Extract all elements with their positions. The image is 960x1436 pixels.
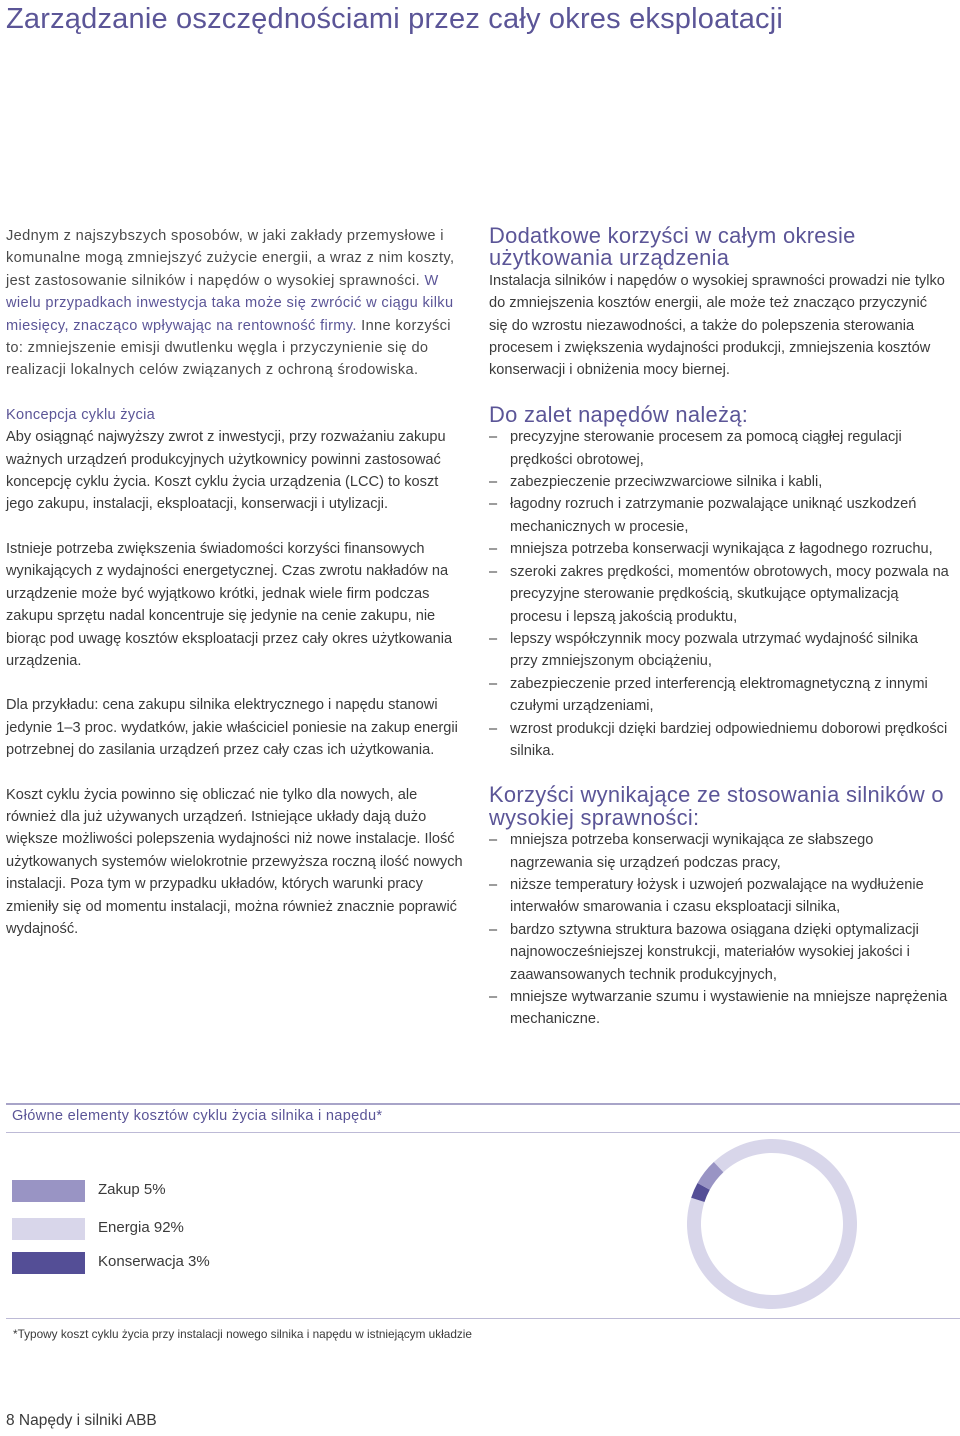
page-title: Zarządzanie oszczędnościami przez cały okres eksploatacji	[6, 3, 784, 35]
page-footer: 8 Napędy i silniki ABB	[6, 1412, 157, 1429]
list-item: – szeroki zakres prędkości, momentów obrotowych, mocy pozwala na precyzyjne sterowanie prędkością, skutkujące optymalizacją procesu i lepszą jakością produktu,	[489, 561, 949, 628]
lead-paragraph	[6, 225, 466, 382]
legend-swatch	[12, 1252, 85, 1274]
paragraph-existing: Koszt cyklu życia powinno się obliczać nie tylko dla nowych, ale również dla już używanych urządzeń. Istniejące układy dają dużo większe możliwości polepszenia wydajności niż nowe instalacje. Ilość użytkowanych systemów wielokrotnie przewyższa roczną ilość nowych instalacji. Poza tym w przypadku układów, których warunki pracy zmieniły się od momentu instalacji, można również znacznie poprawić wydajność.	[6, 786, 463, 937]
footnote: *Typowy koszt cyklu życia przy instalacji nowego silnika i napędu w istniejącym układzie	[13, 1327, 472, 1341]
heading-motor-benefits: Korzyści wynikające ze stosowania silników o wysokiej sprawności:	[489, 782, 944, 830]
list-item: – zabezpieczenie przed interferencją elektromagnetyczną z innymi czułymi urządzeniami,	[489, 673, 949, 718]
motor-benefits-list	[489, 829, 949, 1031]
list-item: – łagodny rozruch i zatrzymanie pozwalające uniknąć uszkodzeń mechanicznych w procesie,	[489, 493, 949, 538]
list-item: – wzrost produkcji dzięki bardziej odpowiedniemu doborowi prędkości silnika.	[489, 718, 949, 763]
list-item: – zabezpieczenie przeciwzwarciowe silnika i kabli,	[489, 471, 949, 493]
paragraph-installation: Instalacja silników i napędów o wysokiej sprawności prowadzi nie tylko do zmniejszenia kosztów energii, ale może też znacząco przyczynić się do wzrostu niezawodności, a także do polepszenia sterowania procesem i zwiększenia wydajności produkcji, zmniejszenia kosztów konserwacji i obniżenia mocy biernej.	[489, 272, 945, 379]
lead-text-c: Inne korzyści to: zmniejszenie emisji dwutlenku węgla i przyczynienie się do realizacji lokalnych celów związanych z ochroną środowiska.	[6, 317, 451, 379]
drive-advantages-list	[489, 426, 949, 762]
paragraph-awareness: Istnieje potrzeba zwiększenia świadomości korzyści finansowych wynikających z wydajności energetycznej. Czas zwrotu nakładów na urządzenie może być wyjątkowo krótki, jednak wiele firm podczas zakupu sprzętu nadal koncentruje się jedynie na cenie zakupu, nie biorąc pod uwagę kosztów eksploatacji przez cały okres użytkowania urządzenia.	[6, 540, 453, 669]
right-column	[489, 225, 949, 1053]
list-item: – niższe temperatury łożysk i uzwojeń pozwalające na wydłużenie interwałów smarowania i czasu eksploatacji silnika,	[489, 874, 949, 919]
left-column	[6, 225, 466, 962]
chart-title: Główne elementy kosztów cyklu życia silnika i napędu*	[12, 1108, 383, 1124]
cost-chart-box	[6, 1103, 960, 1321]
list-item: – mniejsza potrzeba konserwacji wynikająca z łagodnego rozruchu,	[489, 538, 949, 560]
lead-text-a: Jednym z najszybszych sposobów, w jaki zakłady przemysłowe i komunalne mogą zmniejszyć zużycie energii, a wraz z nim koszty, jest zastosowanie silników i napędów o wysokiej sprawności.	[6, 228, 455, 289]
paragraph-example: Dla przykładu: cena zakupu silnika elektrycznego i napędu stanowi jedynie 1–3 proc. wydatków, jakie właściciel poniesie na zakup energii potrzebnej do zasilania urządzeń przez cały czas ich użytkowania.	[6, 697, 458, 759]
list-item: – mniejsze wytwarzanie szumu i wystawienie na mniejsze naprężenia mechaniczne.	[489, 986, 949, 1031]
footnote-divider	[6, 1318, 960, 1319]
donut-chart	[632, 1139, 912, 1319]
list-item: – precyzyjne sterowanie procesem za pomocą ciągłej regulacji prędkości obrotowej,	[489, 426, 949, 471]
list-item: – mniejsza potrzeba konserwacji wynikająca ze słabszego nagrzewania się urządzeń podczas pracy,	[489, 829, 949, 874]
paragraph-lcc: Aby osiągnąć najwyższy zwrot z inwestycji, przy rozważaniu zakupu ważnych urządzeń produkcyjnych użytkownicy powinni zastosować koncepcję cyklu życia. Koszt cyklu życia urządzenia (LCC) to koszt jego zakupu, instalacji, eksploatacji, konserwacji i utylizacji.	[6, 429, 446, 513]
chart-divider	[6, 1132, 960, 1133]
list-item: – lepszy współczynnik mocy pozwala utrzymać wydajność silnika przy zmniejszonym obciążeniu,	[489, 628, 949, 673]
legend-swatch	[12, 1180, 85, 1202]
lead-text-b: W wielu przypadkach inwestycja taka może się zwrócić w ciągu kilku miesięcy, znacząco wpływając na rentowność firmy.	[6, 272, 454, 334]
heading-additional-benefits: Dodatkowe korzyści w całym okresie użytkowania urządzenia	[489, 223, 856, 271]
legend-label: Konserwacja 3%	[98, 1253, 210, 1270]
legend-label: Energia 92%	[98, 1219, 184, 1236]
section-heading-life-cycle: Koncepcja cyklu życia	[6, 406, 156, 423]
list-item: – bardzo sztywna struktura bazowa osiągana dzięki optymalizacji najnowocześniejszej konstrukcji, materiałów wysokiej jakości i zaawansowanych technik produkcyjnych,	[489, 919, 949, 986]
legend-label: Zakup 5%	[98, 1181, 166, 1198]
legend-swatch	[12, 1218, 85, 1240]
heading-drive-advantages: Do zalet napędów należą:	[489, 401, 749, 427]
